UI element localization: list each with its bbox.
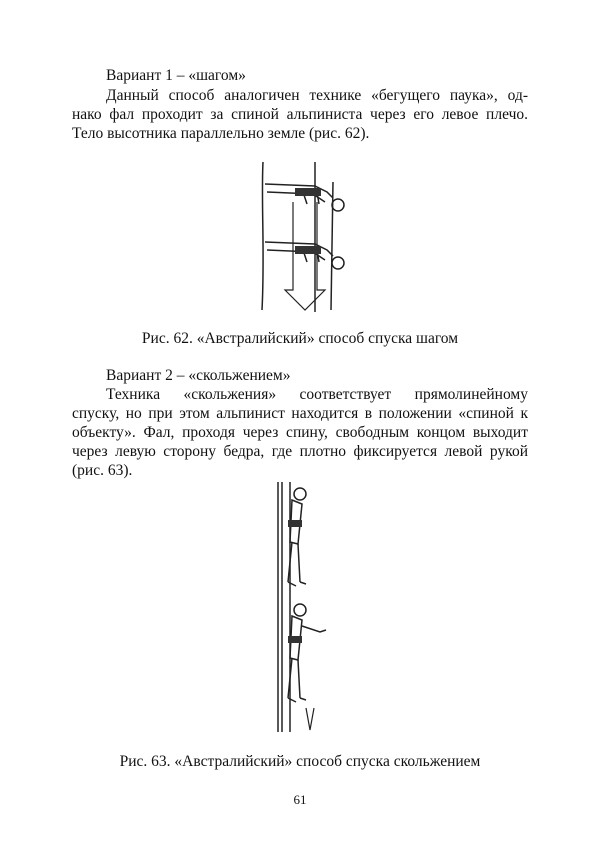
- climber-bottom: [288, 604, 326, 702]
- figure-62-illustration: [255, 162, 355, 312]
- figure-63-illustration: [268, 482, 338, 732]
- section2-line-5: (рис. 63).: [72, 462, 133, 479]
- section2-line-1: Техника «скольжения» соответствует прямолинейному: [106, 386, 528, 403]
- section1-line-3: Тело высотника параллельно земле (рис. 62).: [72, 125, 370, 142]
- figure-62-caption: Рис. 62. «Австралийский» способ спуска шагом: [141, 330, 459, 347]
- climber-1: [265, 184, 344, 211]
- section2-line-3: объекту». Фал, проходя через спину, свободным концом выходит: [72, 424, 528, 441]
- figure-63-caption: Рис. 63. «Австралийский» способ спуска скольжением: [119, 753, 481, 770]
- page-number: 61: [293, 792, 307, 807]
- section1-line-1: Данный способ аналогичен технике «бегущего паука», од-: [106, 87, 528, 104]
- section2-line-4: через левую сторону бедра, где плотно фиксируется левой рукой: [72, 443, 528, 460]
- section1-line-2: нако фал проходит за спиной альпиниста через его левое плечо.: [72, 106, 528, 123]
- section1-heading: Вариант 1 – «шагом»: [106, 67, 246, 84]
- section2-heading: Вариант 2 – «скольжением»: [106, 367, 291, 384]
- section2-line-2: спуску, но при этом альпинист находится в положении «спиной к: [72, 405, 528, 422]
